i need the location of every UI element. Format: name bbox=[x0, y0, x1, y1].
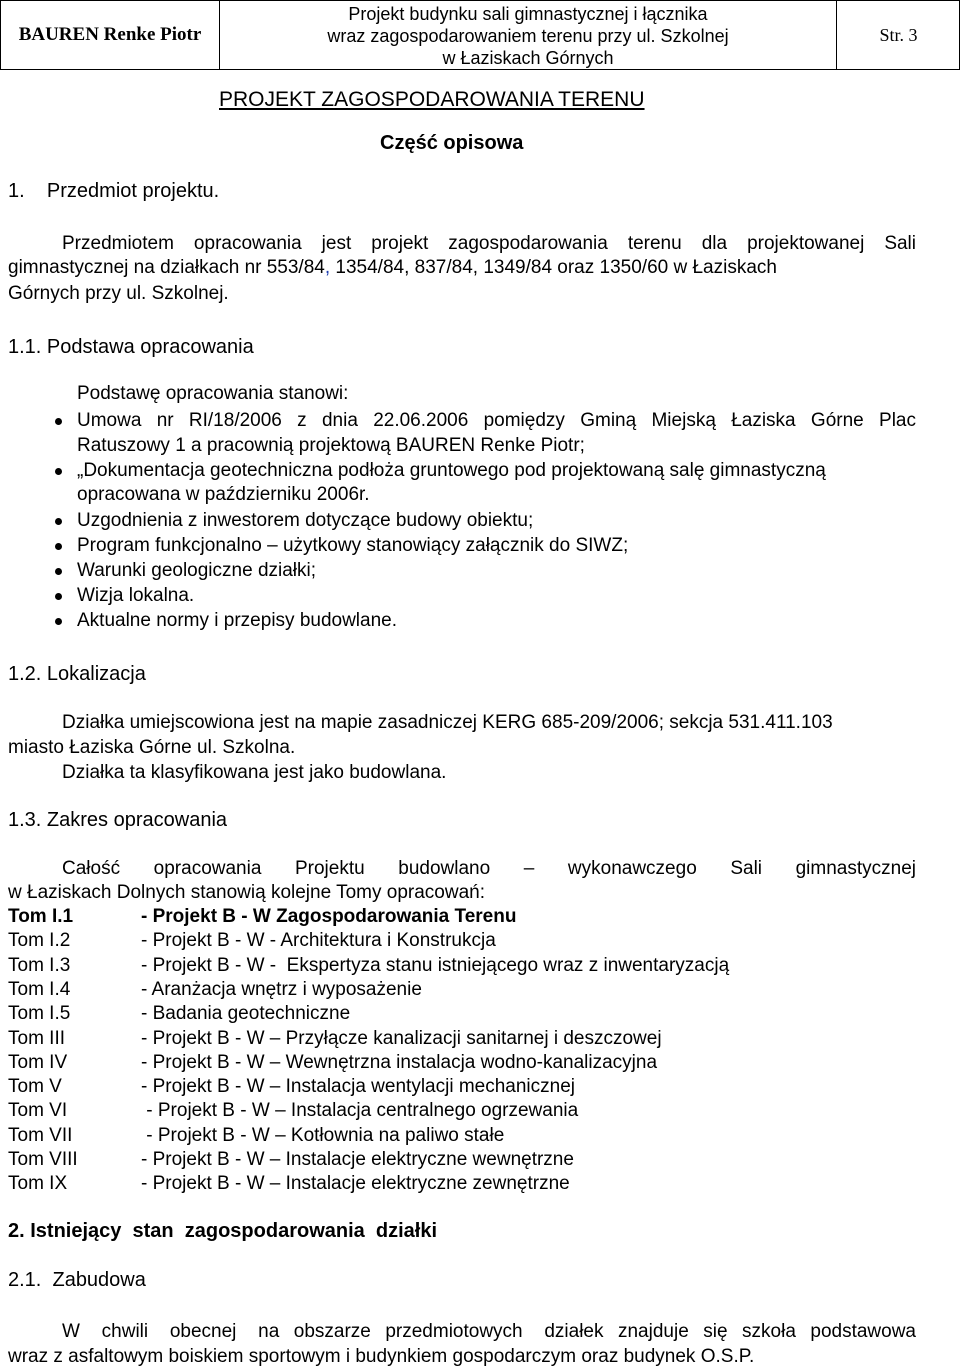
list-item: „Dokumentacja geotechniczna podłoża gruntowego pod projektowaną salę gimnastyczną bbox=[77, 460, 826, 481]
tome-number: Tom VII bbox=[8, 1125, 73, 1146]
section-1-para-text: Przedmiotem opracowania jest projekt zagospodarowania terenu dla projektowanej Sali bbox=[62, 233, 916, 254]
section-1-3-para-line: w Łaziskach Dolnych stanowią kolejne Tomy opracowań: bbox=[8, 882, 486, 903]
bullet-icon bbox=[55, 593, 62, 600]
list-item bbox=[77, 410, 916, 432]
list-item-continuation: opracowana w październiku 2006r. bbox=[77, 484, 370, 505]
para-text: gimnastycznej na działkach nr 553/84 bbox=[8, 257, 325, 278]
tome-number: Tom I.4 bbox=[8, 979, 71, 1000]
tome-number: Tom I.1 bbox=[8, 906, 74, 927]
tome-description: - Projekt B - W – Instalacje elektryczne wewnętrzne bbox=[141, 1149, 574, 1170]
section-1-3-para-text: Całość opracowania Projektu budowlano – wykonawczego Sali gimnastycznej bbox=[62, 858, 916, 879]
tome-number: Tom VI bbox=[8, 1100, 68, 1121]
section-1-para-line: Górnych przy ul. Szkolnej. bbox=[8, 283, 229, 304]
bullet-icon bbox=[55, 618, 62, 625]
section-1-2-line: miasto Łaziska Górne ul. Szkolna. bbox=[8, 737, 296, 758]
tome-description: - Aranżacja wnętrz i wyposażenie bbox=[141, 979, 422, 1000]
section-1-1-intro: Podstawę opracowania stanowi: bbox=[77, 383, 349, 404]
tome-description: - Projekt B - W Zagospodarowania Terenu bbox=[141, 906, 517, 927]
tome-description: - Projekt B - W – Wewnętrzna instalacja wodno-kanalizacyjna bbox=[141, 1052, 658, 1073]
tome-description: - Projekt B - W – Instalacje elektryczne zewnętrzne bbox=[141, 1173, 570, 1194]
header-author: BAUREN Renke Piotr bbox=[1, 1, 220, 69]
para-text: 1354/84, 837/84, 1349/84 oraz 1350/60 w Łaziskach bbox=[330, 257, 777, 278]
tome-number: Tom III bbox=[8, 1028, 66, 1049]
tome-description: - Projekt B - W – Kotłownia na paliwo stałe bbox=[141, 1125, 505, 1146]
tome-description: - Projekt B - W - Ekspertyza stanu istniejącego wraz z inwentaryzacją bbox=[141, 955, 730, 976]
tome-description: - Badania geotechniczne bbox=[141, 1003, 351, 1024]
section-1-3-para-line bbox=[62, 858, 916, 880]
section-1-para-line bbox=[8, 257, 777, 279]
tome-number: Tom IX bbox=[8, 1173, 68, 1194]
list-item: Uzgodnienia z inwestorem dotyczące budowy obiektu; bbox=[77, 510, 534, 531]
section-1-heading: 1. Przedmiot projektu. bbox=[8, 180, 220, 202]
header-project-line: w Łaziskach Górnych bbox=[442, 48, 614, 68]
section-2-1-heading: 2.1. Zabudowa bbox=[8, 1269, 146, 1291]
bullet-icon bbox=[55, 543, 62, 550]
bullet-icon bbox=[55, 568, 62, 575]
tome-number: Tom VIII bbox=[8, 1149, 78, 1170]
section-2-1-para-text: W chwili obecnej na obszarze przedmiotowych działek znajduje się szkoła podstawowa bbox=[62, 1321, 916, 1342]
tome-description: - Projekt B - W - Architektura i Konstrukcja bbox=[141, 930, 496, 951]
header-page-number: Str. 3 bbox=[879, 24, 918, 45]
bullet-icon bbox=[55, 468, 62, 475]
header-project-line: wraz zagospodarowaniem terenu przy ul. Szkolnej bbox=[327, 26, 729, 46]
section-1-3-heading: 1.3. Zakres opracowania bbox=[8, 809, 228, 831]
list-item-text: Umowa nr RI/18/2006 z dnia 22.06.2006 pomiędzy Gminą Miejską Łaziska Górne Plac bbox=[77, 410, 916, 431]
list-item: Program funkcjonalno – użytkowy stanowiący załącznik do SIWZ; bbox=[77, 535, 629, 556]
page-header bbox=[0, 0, 960, 70]
list-item-continuation: Ratuszowy 1 a pracownią projektową BAUREN Renke Piotr; bbox=[77, 435, 585, 456]
tome-description: - Projekt B - W – Instalacja centralnego ogrzewania bbox=[141, 1100, 579, 1121]
tome-number: Tom I.5 bbox=[8, 1003, 71, 1024]
section-2-1-para-line bbox=[62, 1321, 916, 1343]
tome-number: Tom I.2 bbox=[8, 930, 71, 951]
section-1-2-line: Działka umiejscowiona jest na mapie zasadniczej KERG 685-209/2006; sekcja 531.411.103 bbox=[62, 712, 833, 733]
section-2-1-para-line: wraz z asfaltowym boiskiem sportowym i budynkiem gospodarczym oraz budynek O.S.P. bbox=[8, 1346, 755, 1367]
tome-number: Tom V bbox=[8, 1076, 62, 1097]
tome-description: - Projekt B - W – Instalacja wentylacji mechanicznej bbox=[141, 1076, 575, 1097]
para-text: , bbox=[324, 257, 331, 278]
list-item: Warunki geologiczne działki; bbox=[77, 560, 317, 581]
document-subtitle: Część opisowa bbox=[380, 132, 524, 154]
bullet-icon bbox=[55, 418, 62, 425]
document-title: PROJEKT ZAGOSPODAROWANIA TERENU bbox=[219, 88, 645, 111]
bullet-icon bbox=[55, 518, 62, 525]
section-2-heading: 2. Istniejący stan zagospodarowania działki bbox=[8, 1220, 438, 1242]
tome-description: - Projekt B - W – Przyłącze kanalizacji sanitarnej i deszczowej bbox=[141, 1028, 662, 1049]
header-project-title bbox=[220, 1, 837, 69]
section-1-1-heading: 1.1. Podstawa opracowania bbox=[8, 336, 254, 358]
list-item: Aktualne normy i przepisy budowlane. bbox=[77, 610, 398, 631]
section-1-para-line bbox=[62, 233, 916, 255]
section-1-2-heading: 1.2. Lokalizacja bbox=[8, 663, 146, 685]
tome-number: Tom I.3 bbox=[8, 955, 71, 976]
header-project-line: Projekt budynku sali gimnastycznej i łącznika bbox=[348, 4, 708, 24]
section-1-2-line: Działka ta klasyfikowana jest jako budowlana. bbox=[62, 762, 447, 783]
list-item: Wizja lokalna. bbox=[77, 585, 195, 606]
tome-number: Tom IV bbox=[8, 1052, 68, 1073]
